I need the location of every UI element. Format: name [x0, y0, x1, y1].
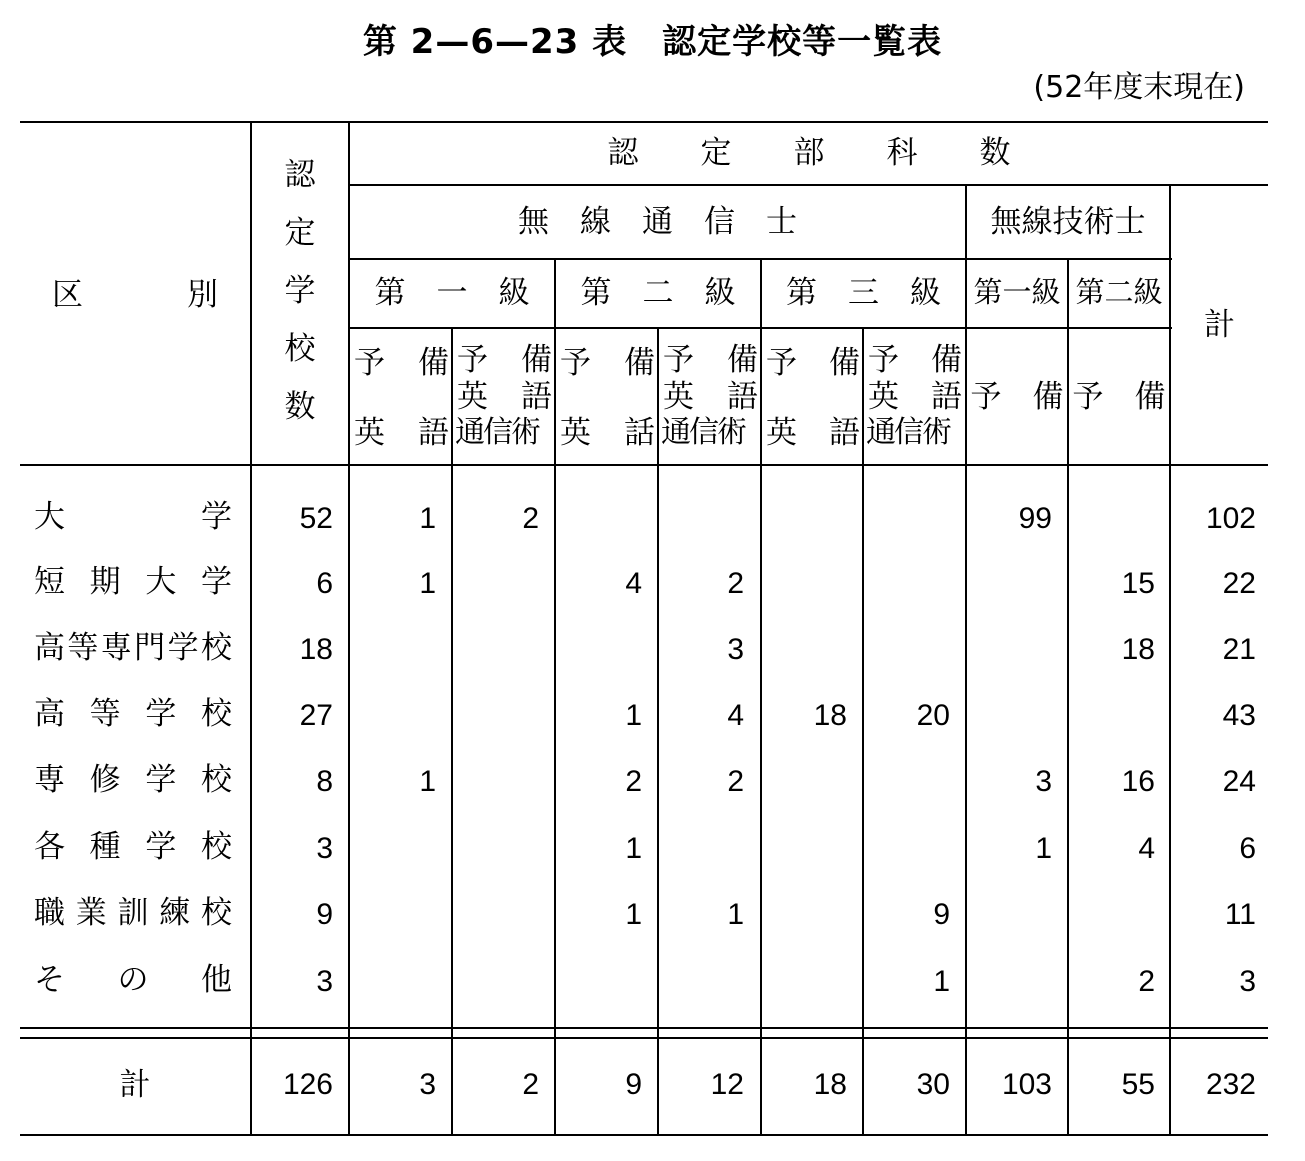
col-line-3 — [451, 327, 453, 1136]
cell-value: 1 — [933, 965, 950, 998]
row-label: 大 学 — [34, 499, 232, 535]
subheader-tsushin: 通信術 — [661, 415, 745, 450]
cell-value: 8 — [316, 765, 333, 798]
cell-value: 20 — [916, 699, 950, 732]
total-value: 12 — [710, 1068, 744, 1101]
col-line-5 — [657, 327, 659, 1136]
header-schools-char: 校 — [284, 331, 316, 367]
cell-value: 1 — [625, 898, 642, 931]
total-value: 30 — [916, 1068, 950, 1101]
as-of-date: (52年度末現在) — [1033, 70, 1245, 105]
subheader-ei: 英 — [766, 415, 797, 451]
subheader-eng2-yobi: 予 備 — [1072, 379, 1166, 415]
row-label: 各 種 学 校 — [34, 829, 232, 865]
subheader-yo: 予 — [354, 345, 385, 381]
row-label: 職 業 訓 練 校 — [34, 895, 232, 931]
cell-value: 99 — [1018, 502, 1052, 535]
subheader-wa: 話 — [624, 415, 655, 451]
cell-value: 4 — [1138, 832, 1155, 865]
cell-value: 1 — [419, 502, 436, 535]
subheader-yo: 予 — [457, 342, 488, 378]
total-value: 9 — [625, 1068, 642, 1101]
cell-value: 3 — [1035, 765, 1052, 798]
subheader-eng1-yobi: 予 備 — [970, 379, 1064, 415]
cell-value: 6 — [316, 567, 333, 600]
total-value: 126 — [282, 1068, 333, 1101]
cell-value: 43 — [1222, 699, 1256, 732]
subheader-go: 語 — [727, 379, 758, 415]
cell-value: 4 — [727, 699, 744, 732]
cell-value: 24 — [1222, 765, 1256, 798]
header-category-betsu: 別 — [187, 277, 218, 313]
row-label: 短 期 大 学 — [34, 564, 232, 600]
header-eng-grade2: 第二級 — [1075, 275, 1163, 309]
col-line-6 — [760, 258, 762, 1136]
subheader-go: 語 — [931, 379, 962, 415]
cell-value: 2 — [727, 567, 744, 600]
total-value: 103 — [1001, 1068, 1052, 1101]
cell-value: 1 — [1035, 832, 1052, 865]
row-label: 高 等 専 門 学 校 — [34, 630, 232, 666]
subheader-bi: 備 — [931, 342, 962, 378]
cell-value: 18 — [299, 633, 333, 666]
subheader-bi: 備 — [418, 345, 449, 381]
rule-total-top2 — [20, 1037, 1268, 1039]
total-value: 55 — [1121, 1068, 1155, 1101]
cell-value: 1 — [625, 699, 642, 732]
cell-value: 1 — [419, 567, 436, 600]
row-label: 専 修 学 校 — [34, 762, 232, 798]
cell-value: 2 — [1138, 965, 1155, 998]
cell-value: 2 — [522, 502, 539, 535]
cell-value: 3 — [316, 832, 333, 865]
subheader-ei: 英 — [868, 379, 899, 415]
col-line-7 — [862, 327, 864, 1136]
subheader-bi: 備 — [727, 342, 758, 378]
cell-value: 102 — [1205, 502, 1256, 535]
subheader-bi: 備 — [624, 345, 655, 381]
header-schools — [280, 157, 320, 450]
rule-total-top1 — [20, 1027, 1268, 1029]
cell-value: 9 — [316, 898, 333, 931]
total-value: 232 — [1205, 1068, 1256, 1101]
subheader-ei: 英 — [663, 379, 694, 415]
cell-value: 15 — [1121, 567, 1155, 600]
subheader-tsushin: 通信術 — [866, 415, 950, 450]
cell-value: 22 — [1222, 567, 1256, 600]
subheader-go: 語 — [829, 415, 860, 451]
cell-value: 2 — [727, 765, 744, 798]
header-category-ku: 区 — [52, 277, 83, 313]
header-schools-char: 認 — [284, 157, 316, 193]
subheader-tsushin: 通信術 — [455, 415, 539, 450]
subheader-go: 語 — [521, 379, 552, 415]
rule-top — [20, 121, 1268, 123]
cell-value: 27 — [299, 699, 333, 732]
subheader-go: 語 — [418, 415, 449, 451]
header-departments: 認 定 部 科 数 — [607, 135, 1011, 171]
cell-value: 1 — [419, 765, 436, 798]
header-total: 計 — [1204, 307, 1235, 343]
row-label: 高 等 学 校 — [34, 696, 232, 732]
rule-header-bottom — [20, 464, 1268, 466]
cell-value: 18 — [813, 699, 847, 732]
table-title: 第 2—6—23 表 認定学校等一覧表 — [362, 22, 943, 62]
header-grade3: 第 三 級 — [786, 275, 941, 311]
cell-value: 18 — [1121, 633, 1155, 666]
subheader-bi: 備 — [521, 342, 552, 378]
cell-value: 16 — [1121, 765, 1155, 798]
cell-value: 11 — [1224, 898, 1256, 931]
subheader-ei: 英 — [560, 415, 591, 451]
header-radio-engineer: 無線技術士 — [990, 204, 1146, 240]
total-value: 3 — [419, 1068, 436, 1101]
row-label: そ の 他 — [34, 962, 232, 998]
total-row-label: 計 — [119, 1067, 151, 1103]
header-grade1: 第 一 級 — [374, 275, 530, 311]
cell-value: 21 — [1222, 633, 1256, 666]
header-schools-char: 学 — [284, 273, 316, 309]
cell-value: 6 — [1239, 832, 1256, 865]
cell-value: 1 — [625, 832, 642, 865]
header-schools-char: 数 — [284, 389, 316, 425]
cell-value: 1 — [727, 898, 744, 931]
cell-value: 3 — [727, 633, 744, 666]
col-line-4 — [554, 258, 556, 1136]
cell-value: 3 — [316, 965, 333, 998]
subheader-yo: 予 — [663, 342, 694, 378]
total-value: 18 — [813, 1068, 847, 1101]
col-line-8 — [965, 184, 967, 1136]
subheader-bi: 備 — [829, 345, 860, 381]
total-value: 2 — [522, 1068, 539, 1101]
col-line-2 — [348, 121, 350, 1136]
subheader-ei: 英 — [354, 415, 385, 451]
cell-value: 3 — [1239, 965, 1256, 998]
subheader-yo: 予 — [560, 345, 591, 381]
header-radio-operator: 無 線 通 信 士 — [518, 204, 797, 240]
cell-value: 9 — [933, 898, 950, 931]
rule-bottom — [20, 1134, 1268, 1136]
header-grade2: 第 二 級 — [580, 275, 736, 311]
header-schools-char: 定 — [284, 215, 316, 251]
cell-value: 4 — [625, 567, 642, 600]
rule-departments — [350, 184, 1268, 186]
subheader-yo: 予 — [766, 345, 797, 381]
header-eng-grade1: 第一級 — [973, 275, 1061, 309]
header-category — [52, 277, 218, 313]
cell-value: 2 — [625, 765, 642, 798]
subheader-ei: 英 — [457, 379, 488, 415]
cell-value: 52 — [299, 502, 333, 535]
subheader-yo: 予 — [868, 342, 899, 378]
